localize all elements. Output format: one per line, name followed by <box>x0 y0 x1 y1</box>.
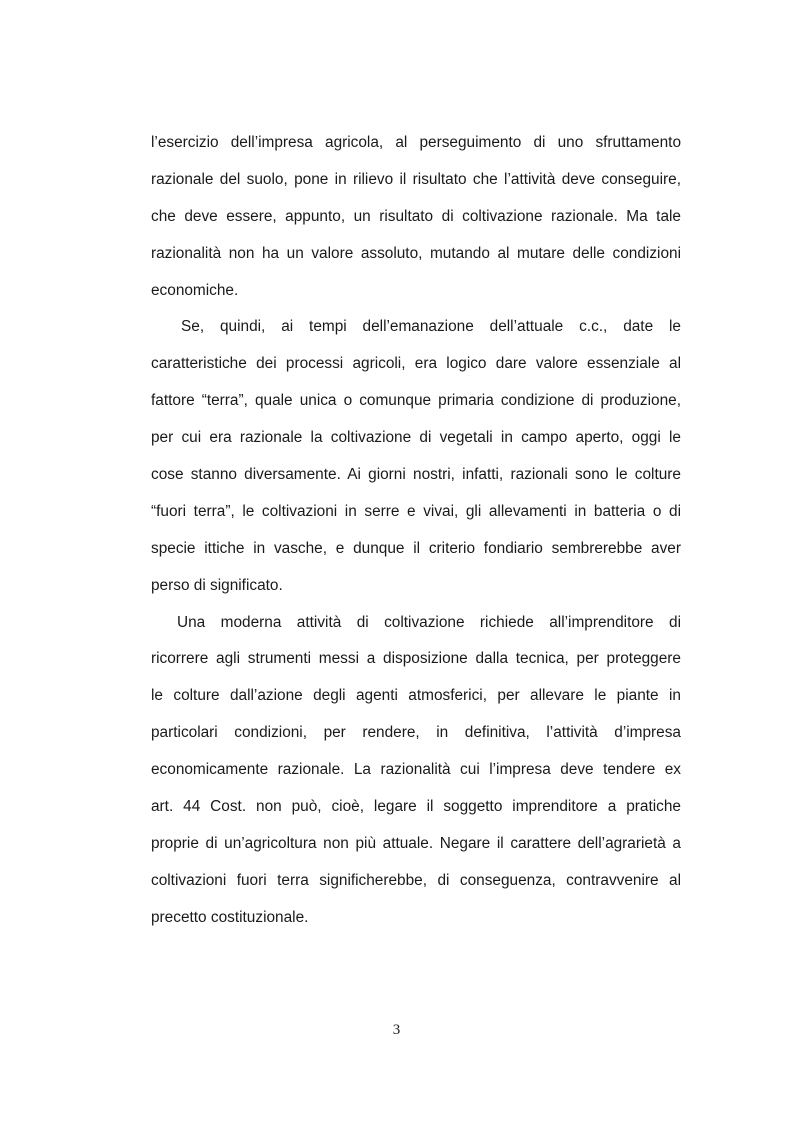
text-line: caratteristiche dei processi agricoli, era logico dare valore essenziale al <box>151 355 681 373</box>
text-line: art. 44 Cost. non può, cioè, legare il soggetto imprenditore a pratiche <box>151 798 681 816</box>
text-line: le colture dall’azione degli agenti atmosferici, per allevare le piante in <box>151 687 681 705</box>
text-line: precetto costituzionale. <box>151 908 309 926</box>
paragraph-first-line: Una moderna attività di coltivazione richiede all’imprenditore di <box>177 613 681 631</box>
text-line: proprie di un’agricoltura non più attuale. Negare il carattere dell’agrarietà a <box>151 834 681 852</box>
text-line: economicamente razionale. La razionalità cui l’impresa deve tendere ex <box>151 761 681 779</box>
text-line: fattore “terra”, quale unica o comunque primaria condizione di produzione, <box>151 392 681 410</box>
text-line: economiche. <box>151 281 239 299</box>
text-line: particolari condizioni, per rendere, in definitiva, l’attività d’impresa <box>151 724 681 742</box>
body-text <box>151 125 681 937</box>
text-line: razionale del suolo, pone in rilievo il risultato che l’attività deve conseguire, <box>151 170 681 188</box>
text-line: cose stanno diversamente. Ai giorni nostri, infatti, razionali sono le colture <box>151 466 681 484</box>
text-line: razionalità non ha un valore assoluto, mutando al mutare delle condizioni <box>151 244 681 262</box>
text-line: perso di significato. <box>151 576 283 594</box>
text-line: coltivazioni fuori terra significherebbe, di conseguenza, contravvenire al <box>151 871 681 889</box>
text-line: ricorrere agli strumenti messi a disposizione dalla tecnica, per proteggere <box>151 650 681 668</box>
page-number: 3 <box>392 1022 401 1038</box>
text-line: specie ittiche in vasche, e dunque il criterio fondiario sembrerebbe aver <box>151 539 681 557</box>
text-line: “fuori terra”, le coltivazioni in serre e vivai, gli allevamenti in batteria o di <box>151 502 681 520</box>
paragraph-first-line: Se, quindi, ai tempi dell’emanazione dell’attuale c.c., date le <box>181 318 681 336</box>
text-line: per cui era razionale la coltivazione di vegetali in campo aperto, oggi le <box>151 429 681 447</box>
text-line: l’esercizio dell’impresa agricola, al perseguimento di uno sfruttamento <box>151 134 681 151</box>
text-line: che deve essere, appunto, un risultato di coltivazione razionale. Ma tale <box>151 207 681 225</box>
